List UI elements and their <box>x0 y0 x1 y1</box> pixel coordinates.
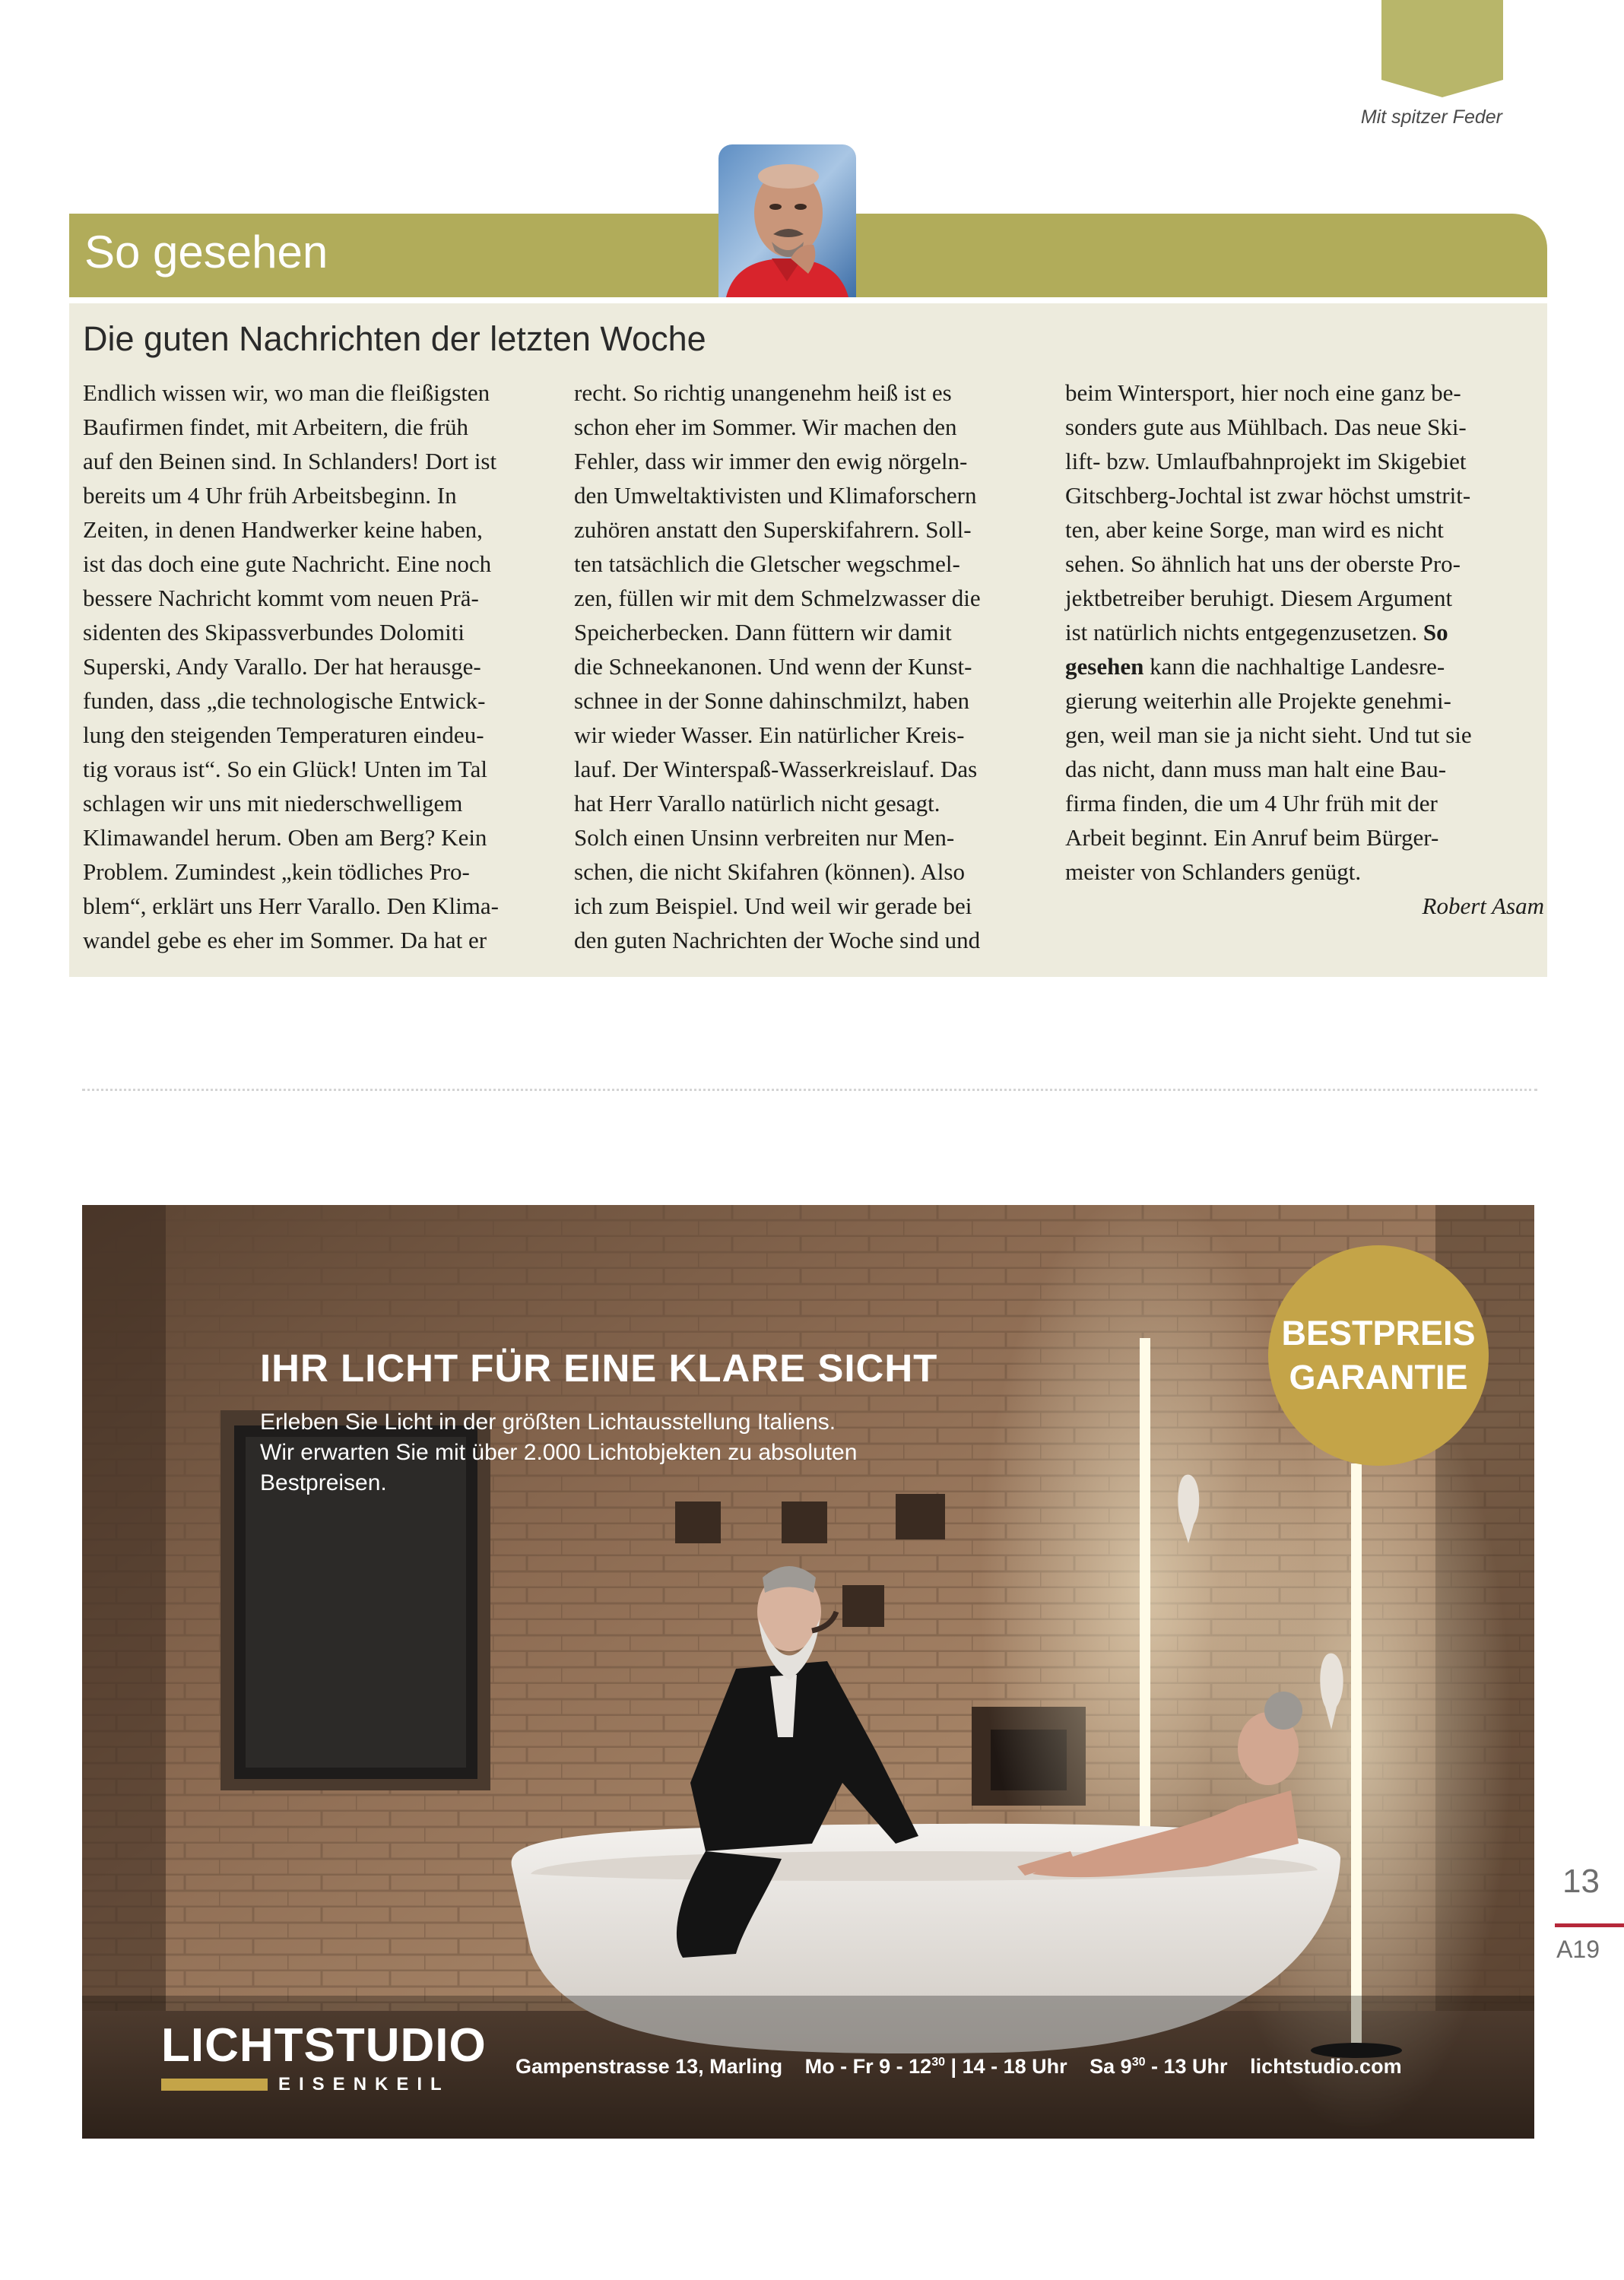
text-line: Baufirmen findet, mit Arbeitern, die früh <box>83 414 469 440</box>
text-line: Superski, Andy Varallo. Der hat herausge- <box>83 653 481 680</box>
hours-sup: 30 <box>1131 2056 1146 2069</box>
text-line: Endlich wissen wir, wo man die fleißigsten <box>83 379 490 406</box>
badge-line: BESTPREIS <box>1281 1314 1476 1352</box>
page-number-rule <box>1555 1923 1624 1927</box>
hours-text: Sa 9 <box>1090 2055 1132 2078</box>
ad-hours-weekday <box>805 2055 1067 2078</box>
ad-footer-info <box>515 2055 1402 2079</box>
text-line: sidenten des Skipassverbundes Dolomiti <box>83 619 465 645</box>
text-line: tig voraus ist“. So ein Glück! Unten im Tal <box>83 756 487 782</box>
ad-website-link[interactable]: lichtstudio.com <box>1250 2055 1402 2078</box>
text-line: wir wieder Wasser. Ein natürlicher Kreis- <box>574 721 965 748</box>
text-line: sonders gute aus Mühlbach. Das neue Ski- <box>1065 414 1467 440</box>
ad-hours-saturday <box>1090 2055 1227 2078</box>
ad-address: Gampenstrasse 13, Marling <box>515 2055 783 2078</box>
advertisement[interactable] <box>82 1205 1534 2139</box>
badge-line: GARANTIE <box>1289 1358 1468 1397</box>
ad-headline: IHR LICHT FÜR EINE KLARE SICHT <box>260 1346 938 1390</box>
text-line: sehen. So ähnlich hat uns der oberste Pro- <box>1065 550 1461 577</box>
text-line: den guten Nachrichten der Woche sind und <box>574 927 981 953</box>
hours-text: - 13 Uhr <box>1151 2055 1228 2078</box>
text-line: schon eher im Sommer. Wir machen den <box>574 414 957 440</box>
text-line: Problem. Zumindest „kein tödliches Pro- <box>83 858 470 885</box>
section-divider <box>82 1089 1537 1091</box>
text-line: den Umweltaktivisten und Klimaforschern <box>574 482 977 509</box>
text-line: jektbetreiber beruhigt. Diesem Argument <box>1065 585 1453 611</box>
text-line: bereits um 4 Uhr früh Arbeitsbeginn. In <box>83 482 457 509</box>
text-line: auf den Beinen sind. In Schlanders! Dort ist <box>83 448 497 474</box>
ad-body-line: Bestpreisen. <box>260 1470 387 1495</box>
page-sub-number: A19 <box>1556 1936 1600 1963</box>
text-line: wandel gebe es eher im Sommer. Da hat er <box>83 927 487 953</box>
logo-gold-bar <box>161 2079 268 2091</box>
author-portrait <box>718 144 856 297</box>
author-signature: Robert Asam <box>1422 893 1544 919</box>
text-line: die Schneekanonen. Und wenn der Kunst- <box>574 653 972 680</box>
article-subtitle: Die guten Nachrichten der letzten Woche <box>83 319 706 358</box>
rubric-label: Mit spitzer Feder <box>1360 106 1502 128</box>
text-line: Arbeit beginnt. Ein Anruf beim Bürger- <box>1065 824 1439 851</box>
text-line: gierung weiterhin alle Projekte genehmi- <box>1065 687 1451 714</box>
logo-wordmark: LICHTSTUDIO <box>161 2019 487 2072</box>
text-line: Solch einen Unsinn verbreiten nur Men- <box>574 824 955 851</box>
article-box <box>69 303 1547 977</box>
text-line: hat Herr Varallo natürlich nicht gesagt. <box>574 790 940 817</box>
text-line: zuhören anstatt den Superskifahrern. Soll- <box>574 516 972 543</box>
text-line: schlagen wir uns mit niederschwelligem <box>83 790 463 817</box>
article-column-3 <box>1065 376 1544 923</box>
hours-sup: 30 <box>931 2056 945 2069</box>
text-line: ten tatsächlich die Gletscher wegschmel- <box>574 550 960 577</box>
text-line: meister von Schlanders genügt. <box>1065 858 1362 885</box>
ad-body-text <box>260 1407 944 1498</box>
text-line: funden, dass „die technologische Entwick- <box>83 687 486 714</box>
section-tab-marker <box>1381 0 1503 97</box>
article-column-2 <box>574 376 1053 957</box>
hours-text: | 14 - 18 Uhr <box>950 2055 1067 2078</box>
bold-phrase: gesehen <box>1065 653 1144 680</box>
text-line: firma finden, die um 4 Uhr früh mit der <box>1065 790 1438 817</box>
text-line: Fehler, dass wir immer den ewig nörgeln- <box>574 448 968 474</box>
text-line: ist das doch eine gute Nachricht. Eine noch <box>83 550 492 577</box>
hours-text: Mo - Fr 9 - 12 <box>804 2055 932 2078</box>
article-column-1 <box>83 376 562 957</box>
text-line: Klimawandel herum. Oben am Berg? Kein <box>83 824 487 851</box>
text-line: zen, füllen wir mit dem Schmelzwasser die <box>574 585 981 611</box>
text-line: gen, weil man sie ja nicht sieht. Und tut sie <box>1065 721 1472 748</box>
text-line: beim Wintersport, hier noch eine ganz be- <box>1065 379 1461 406</box>
text-line: ich zum Beispiel. Und weil wir gerade bei <box>574 893 972 919</box>
text-line: bessere Nachricht kommt vom neuen Prä- <box>83 585 479 611</box>
lichtstudio-logo <box>161 2019 487 2095</box>
ad-body-line: Wir erwarten Sie mit über 2.000 Lichtobjekten zu absoluten <box>260 1440 858 1465</box>
text-line: Zeiten, in denen Handwerker keine haben, <box>83 516 483 543</box>
text-line: schnee in der Sonne dahinschmilzt, haben <box>574 687 969 714</box>
text-line <box>1065 615 1544 649</box>
page-number: 13 <box>1562 1863 1600 1900</box>
text-line: blem“, erklärt uns Herr Varallo. Den Klima- <box>83 893 499 919</box>
text-line: Gitschberg-Jochtal ist zwar höchst umstrit- <box>1065 482 1471 509</box>
text-span: ist natürlich nichts entgegenzusetzen. <box>1065 619 1418 645</box>
text-line: ten, aber keine Sorge, man wird es nicht <box>1065 516 1444 543</box>
logo-subline: EISENKEIL <box>278 2074 450 2094</box>
text-line: recht. So richtig unangenehm heiß ist es <box>574 379 952 406</box>
section-title: So gesehen <box>84 227 328 277</box>
text-line: lift- bzw. Umlaufbahnprojekt im Skigebiet <box>1065 448 1467 474</box>
text-line: das nicht, dann muss man halt eine Bau- <box>1065 756 1447 782</box>
text-line: schen, die nicht Skifahren (können). Also <box>574 858 965 885</box>
text-line <box>1065 649 1544 683</box>
ad-body-line: Erleben Sie Licht in der größten Lichtausstellung Italiens. <box>260 1410 836 1435</box>
text-line: lung den steigenden Temperaturen eindeu- <box>83 721 484 748</box>
text-span: kann die nachhaltige Landesre- <box>1150 653 1445 680</box>
text-line: lauf. Der Winterspaß-Wasserkreislauf. Das <box>574 756 978 782</box>
bestprice-badge <box>1268 1245 1489 1466</box>
text-line: Speicherbecken. Dann füttern wir damit <box>574 619 952 645</box>
bold-phrase: So <box>1423 619 1448 645</box>
